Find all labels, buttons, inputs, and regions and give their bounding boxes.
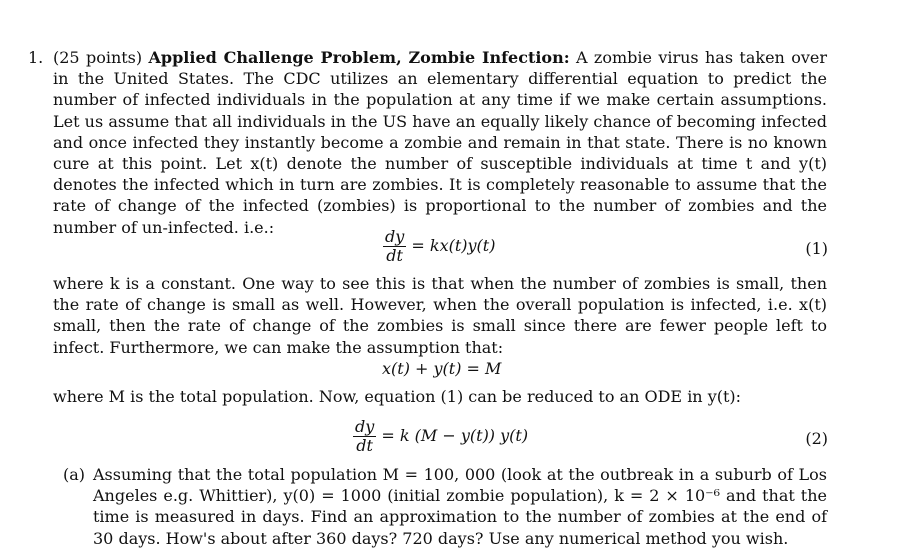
equation-1-rhs: = kx(t)y(t)	[411, 236, 496, 255]
equation-2-label: (2)	[805, 429, 828, 448]
equation-2-denominator: dt	[356, 436, 373, 455]
problem-reduce-paragraph: where M is the total population. Now, equation (1) can be reduced to an ODE in y(t):	[53, 387, 742, 406]
equation-1	[383, 228, 495, 265]
equation-1-label: (1)	[805, 239, 828, 258]
problem-title: Applied Challenge Problem, Zombie Infection:	[148, 48, 570, 67]
equation-2-rhs: = k (M − y(t)) y(t)	[381, 426, 529, 445]
equation-1-fraction	[383, 228, 406, 265]
equation-1-numerator: dy	[385, 227, 405, 246]
part-a-label: (a)	[63, 465, 86, 484]
equation-2-numerator: dy	[355, 417, 375, 436]
equation-population: x(t) + y(t) = M	[382, 359, 502, 378]
equation-2-fraction	[353, 418, 376, 455]
problem-middle-paragraph: where k is a constant. One way to see this is that when the number of zombies is small, then the rate of change is small as well. However, when the overall population is infected, i.e. x(t) small, then the rate of change of the zombies is small since there are fewer people left to infect. Furthermore, we can make the assumption that:	[53, 274, 827, 357]
equation-2	[353, 418, 528, 455]
problem-intro-paragraph	[53, 47, 827, 238]
problem-number: 1.	[28, 48, 44, 67]
problem-points: (25 points)	[53, 48, 143, 67]
part-a-text: Assuming that the total population M = 100, 000 (look at the outbreak in a suburb of Los Angeles e.g. Whittier), y(0) = 1000 (initial zombie population), k = 2 × 10⁻⁶ and that the time is measured in days. Find an approximation to the number of zombies at the end of 30 days. How's about after 360 days? 720 days? Use any numerical method you wish.	[93, 465, 827, 548]
problem-intro-text: A zombie virus has taken over in the United States. The CDC utilizes an elementary differential equation to predict the number of infected individuals in the population at any time if we make certain assumptions. Let us assume that all individuals in the US have an equally likely chance of becoming infected and once infected they instantly become a zombie and remain in that state. There is no known cure at this point. Let x(t) denote the number of susceptible individuals at time t and y(t) denotes the infected which in turn are zombies. It is completely reasonable to assume that the rate of change of the infected (zombies) is proportional to the number of zombies and the number of un-infected. i.e.:	[53, 48, 827, 237]
equation-1-denominator: dt	[386, 246, 403, 265]
